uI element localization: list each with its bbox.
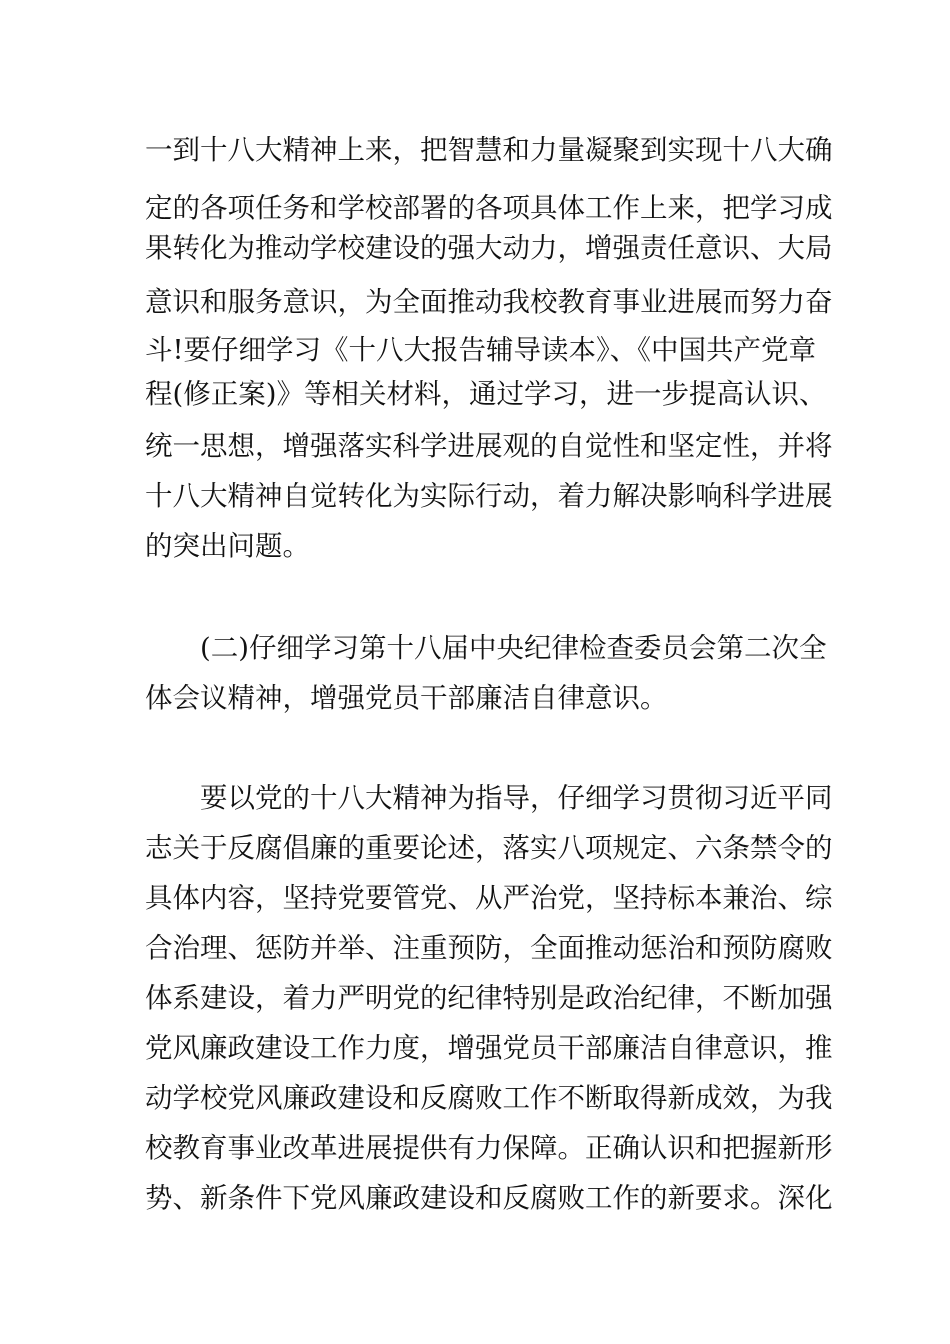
text-line: 党风廉政建设工作力度，增强党员干部廉洁自律意识，推 [145, 1032, 833, 1064]
text-line: 的突出问题。 [145, 530, 310, 562]
text-line: 体会议精神，增强党员干部廉洁自律意识。 [145, 682, 668, 714]
text-line: 势、新条件下党风廉政建设和反腐败工作的新要求。深化 [145, 1182, 833, 1214]
text-line: 一到十八大精神上来，把智慧和力量凝聚到实现十八大确 [145, 134, 833, 166]
text-line: (二)仔细学习第十八届中央纪律检查委员会第二次全 [200, 632, 827, 664]
text-line: 十八大精神自觉转化为实际行动，着力解决影响科学进展 [145, 480, 833, 512]
text-line: 动学校党风廉政建设和反腐败工作不断取得新成效，为我 [145, 1082, 833, 1114]
text-line: 志关于反腐倡廉的重要论述，落实八项规定、六条禁令的 [145, 832, 833, 864]
text-line: 程(修正案)》等相关材料，通过学习，进一步提高认识、 [145, 378, 827, 410]
text-line: 合治理、惩防并举、注重预防，全面推动惩治和预防腐败 [145, 932, 833, 964]
text-line: 斗!要仔细学习《十八大报告辅导读本》、《中国共产党章 [145, 334, 817, 366]
text-line: 体系建设，着力严明党的纪律特别是政治纪律，不断加强 [145, 982, 833, 1014]
text-line: 具体内容，坚持党要管党、从严治党，坚持标本兼治、综 [145, 882, 833, 914]
text-line: 果转化为推动学校建设的强大动力，增强责任意识、大局 [145, 232, 833, 264]
text-line: 定的各项任务和学校部署的各项具体工作上来，把学习成 [145, 192, 833, 224]
text-line: 意识和服务意识，为全面推动我校教育事业进展而努力奋 [145, 286, 833, 318]
text-line: 要以党的十八大精神为指导，仔细学习贯彻习近平同 [200, 782, 833, 814]
text-line: 统一思想，增强落实科学进展观的自觉性和坚定性，并将 [145, 430, 833, 462]
text-line: 校教育事业改革进展提供有力保障。正确认识和把握新形 [145, 1132, 833, 1164]
